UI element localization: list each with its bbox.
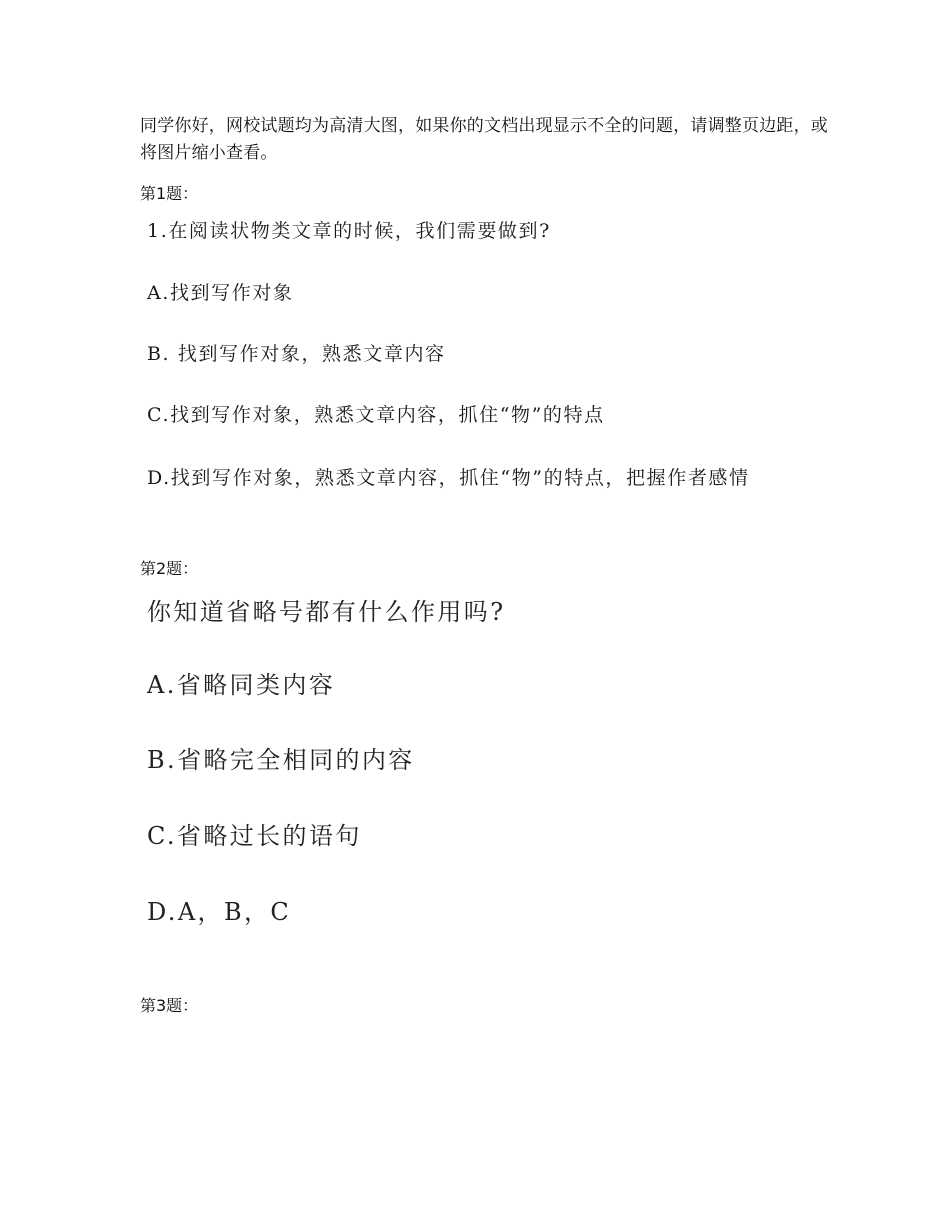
question-2-label: 第2题： [140,559,199,578]
question-1-option-d: D.找到写作对象，熟悉文章内容，抓住“物”的特点，把握作者感情 [147,467,750,489]
question-1-label: 第1题： [140,184,199,203]
question-1-option-a: A.找到写作对象 [147,282,294,304]
question-2-option-d: D.A，B，C [147,898,292,926]
question-1-image [147,212,847,502]
question-3-label: 第3题： [140,996,199,1015]
question-1-option-c: C.找到写作对象，熟悉文章内容，抓住“物”的特点 [147,404,605,426]
question-1-stem: 1.在阅读状物类文章的时候，我们需要做到? [147,220,551,242]
question-2-option-b: B.省略完全相同的内容 [147,746,415,774]
question-2-option-c: C.省略过长的语句 [147,822,362,850]
page-notice: 同学你好，网校试题均为高清大图，如果你的文档出现显示不全的问题，请调整页边距，或将图片缩小查看。 [140,116,828,163]
question-2-stem: 你知道省略号都有什么作用吗? [147,598,506,626]
question-2-image [147,588,847,938]
question-1-option-b: B. 找到写作对象，熟悉文章内容 [147,343,446,365]
question-2-option-a: A.省略同类内容 [147,671,336,699]
